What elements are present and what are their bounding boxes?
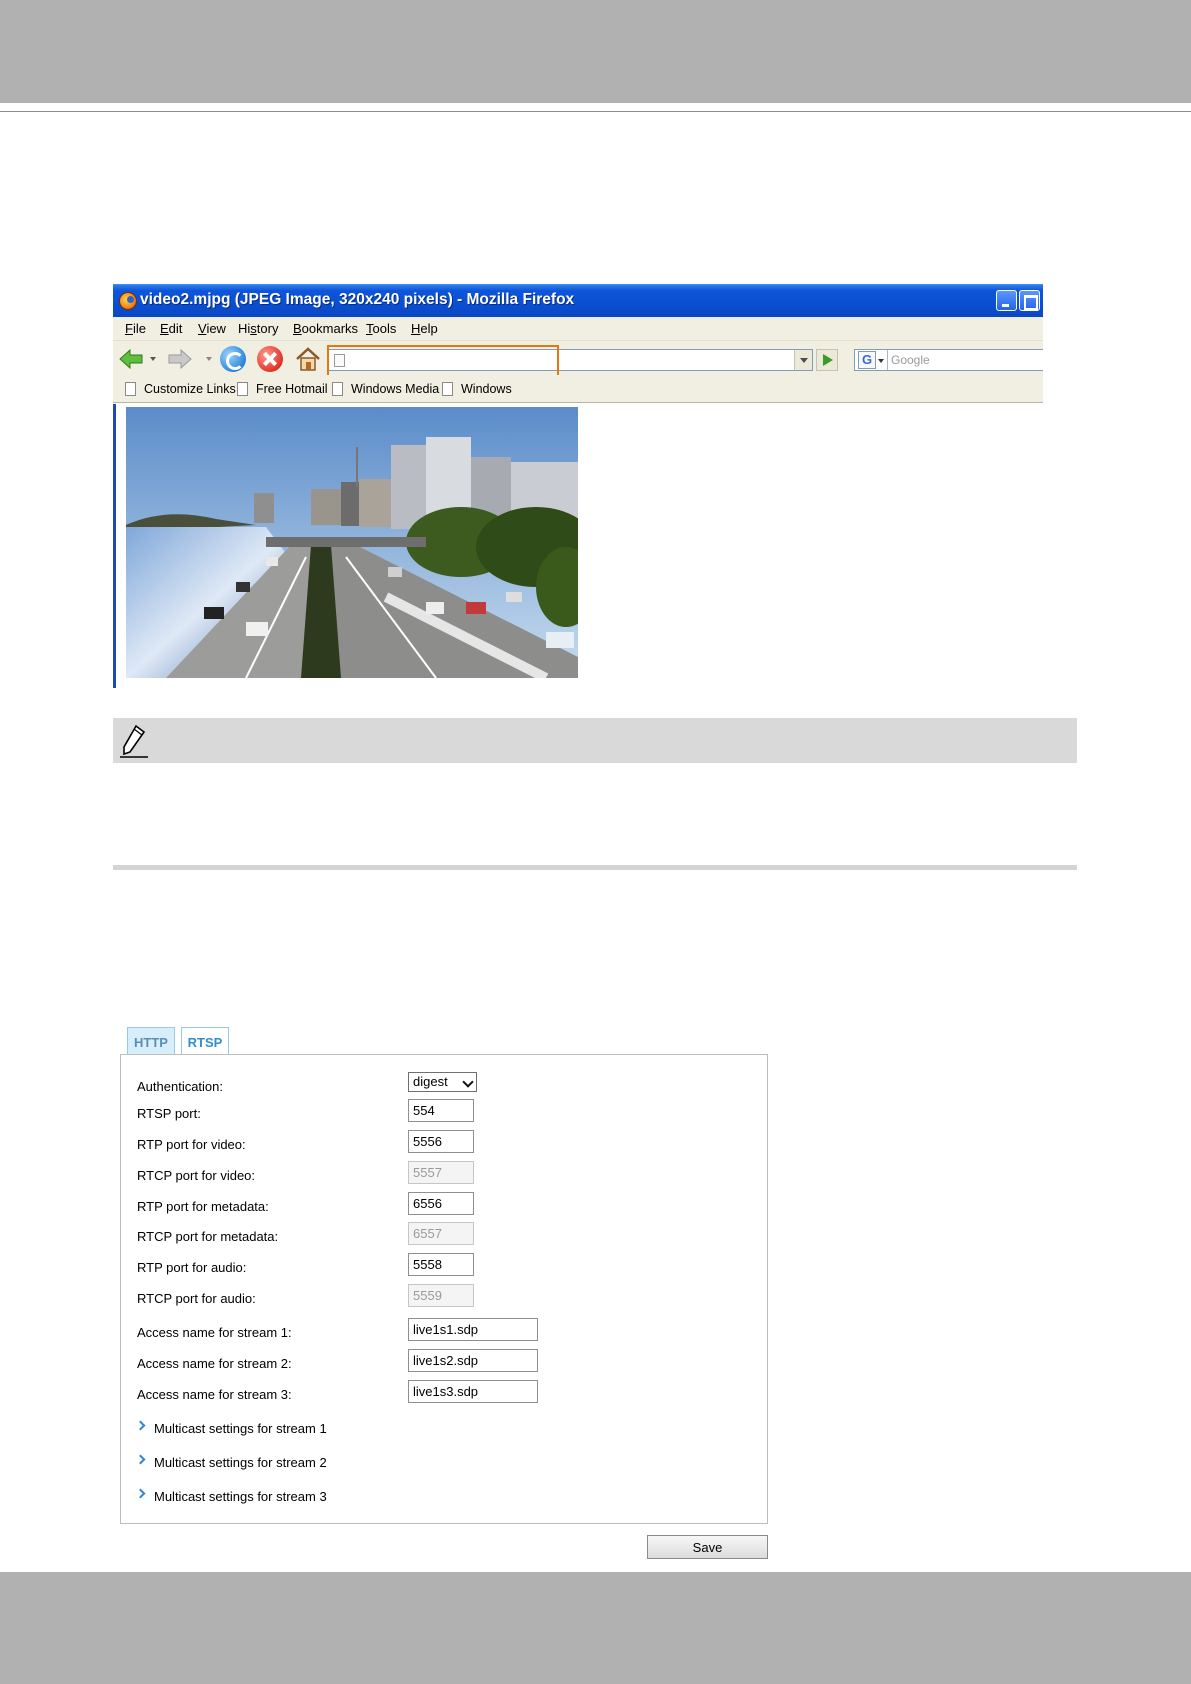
header-rule — [0, 111, 1191, 112]
stream2-access-input[interactable]: live1s2.sdp — [408, 1349, 538, 1372]
back-history-dropdown-icon[interactable] — [150, 357, 156, 361]
page-icon — [332, 382, 343, 396]
stop-icon[interactable] — [257, 346, 283, 372]
multicast-stream1-toggle[interactable]: Multicast settings for stream 1 — [137, 1421, 327, 1436]
rtsp-port-input[interactable]: 554 — [408, 1099, 474, 1122]
bookmark-customize-links[interactable]: Customize Links — [125, 382, 236, 400]
menu-help[interactable]: Help — [411, 321, 438, 336]
menu-tools[interactable]: Tools — [366, 321, 397, 336]
rtcp-video-label: RTCP port for video: — [137, 1168, 256, 1183]
back-arrow-icon[interactable] — [119, 349, 143, 369]
tab-rtsp[interactable]: RTSP — [181, 1027, 229, 1055]
multicast-stream3-toggle[interactable]: Multicast settings for stream 3 — [137, 1489, 327, 1504]
save-button[interactable]: Save — [647, 1535, 768, 1559]
authentication-label: Authentication: — [137, 1079, 224, 1094]
note-bar — [113, 718, 1077, 763]
browser-window — [113, 284, 1043, 688]
menu-file[interactable]: File — [125, 321, 146, 336]
page-icon — [442, 382, 453, 396]
bookmark-windows-media[interactable]: Windows Media — [332, 382, 439, 400]
camera-snapshot-image — [126, 407, 578, 678]
stream2-access-label: Access name for stream 2: — [137, 1356, 292, 1371]
section-divider — [113, 865, 1077, 870]
rtsp-port-label: RTSP port: — [137, 1106, 201, 1121]
menu-view[interactable]: View — [198, 321, 226, 336]
menu-bar — [113, 317, 1043, 341]
rtp-metadata-label: RTP port for metadata: — [137, 1199, 269, 1214]
minimize-button[interactable] — [996, 290, 1017, 311]
menu-edit[interactable]: Edit — [160, 321, 183, 336]
address-dropdown-icon[interactable] — [794, 350, 812, 370]
rtp-video-label: RTP port for video: — [137, 1137, 246, 1152]
chevron-down-icon — [462, 1076, 473, 1087]
window-title: video2.mjpg (JPEG Image, 320x240 pixels) - Mozilla Firefox — [140, 291, 575, 308]
page-icon — [237, 382, 248, 396]
rtp-metadata-input[interactable]: 6556 — [408, 1192, 474, 1215]
menu-bookmarks[interactable]: Bookmarks — [293, 321, 359, 336]
rtcp-metadata-label: RTCP port for metadata: — [137, 1229, 279, 1244]
chevron-right-icon — [136, 1455, 146, 1465]
search-placeholder: Google — [891, 353, 930, 367]
page-icon — [125, 382, 136, 396]
rtp-audio-input[interactable]: 5558 — [408, 1253, 474, 1276]
pencil-note-icon — [118, 724, 148, 758]
tab-http[interactable]: HTTP — [127, 1027, 175, 1055]
rtp-video-input[interactable]: 5556 — [408, 1130, 474, 1153]
stream1-access-label: Access name for stream 1: — [137, 1325, 292, 1340]
authentication-select[interactable]: digest — [408, 1072, 477, 1092]
bookmark-free-hotmail[interactable]: Free Hotmail — [237, 382, 328, 400]
menu-history[interactable]: History — [238, 321, 279, 336]
page-footer-band — [0, 1572, 1191, 1684]
search-engine-icon[interactable]: G — [858, 351, 876, 369]
go-arrow-icon[interactable] — [816, 349, 838, 371]
chevron-right-icon — [136, 1421, 146, 1431]
rtcp-audio-input: 5559 — [408, 1284, 474, 1307]
bookmarks-toolbar — [113, 375, 1043, 403]
rtp-audio-label: RTP port for audio: — [137, 1260, 247, 1275]
maximize-button[interactable] — [1019, 290, 1040, 311]
browser-content — [113, 404, 1043, 688]
navigation-toolbar — [113, 341, 1043, 375]
chevron-right-icon — [136, 1489, 146, 1499]
stream1-access-input[interactable]: live1s1.sdp — [408, 1318, 538, 1341]
search-engine-dropdown-icon[interactable] — [878, 359, 884, 363]
page-header-band — [0, 0, 1191, 103]
rtcp-audio-label: RTCP port for audio: — [137, 1291, 256, 1306]
browser-titlebar — [113, 284, 1043, 317]
forward-history-dropdown-icon[interactable] — [206, 357, 212, 361]
home-icon[interactable] — [294, 345, 322, 373]
stream3-access-label: Access name for stream 3: — [137, 1387, 292, 1402]
multicast-stream2-toggle[interactable]: Multicast settings for stream 2 — [137, 1455, 327, 1470]
bookmark-windows[interactable]: Windows — [442, 382, 512, 400]
forward-arrow-icon[interactable] — [168, 349, 192, 369]
firefox-logo-icon — [119, 292, 137, 310]
search-box[interactable] — [854, 349, 1043, 371]
stream3-access-input[interactable]: live1s3.sdp — [408, 1380, 538, 1403]
rtcp-video-input: 5557 — [408, 1161, 474, 1184]
rtcp-metadata-input: 6557 — [408, 1222, 474, 1245]
panel-bottom-strip — [113, 1567, 779, 1572]
reload-icon[interactable] — [220, 346, 246, 372]
